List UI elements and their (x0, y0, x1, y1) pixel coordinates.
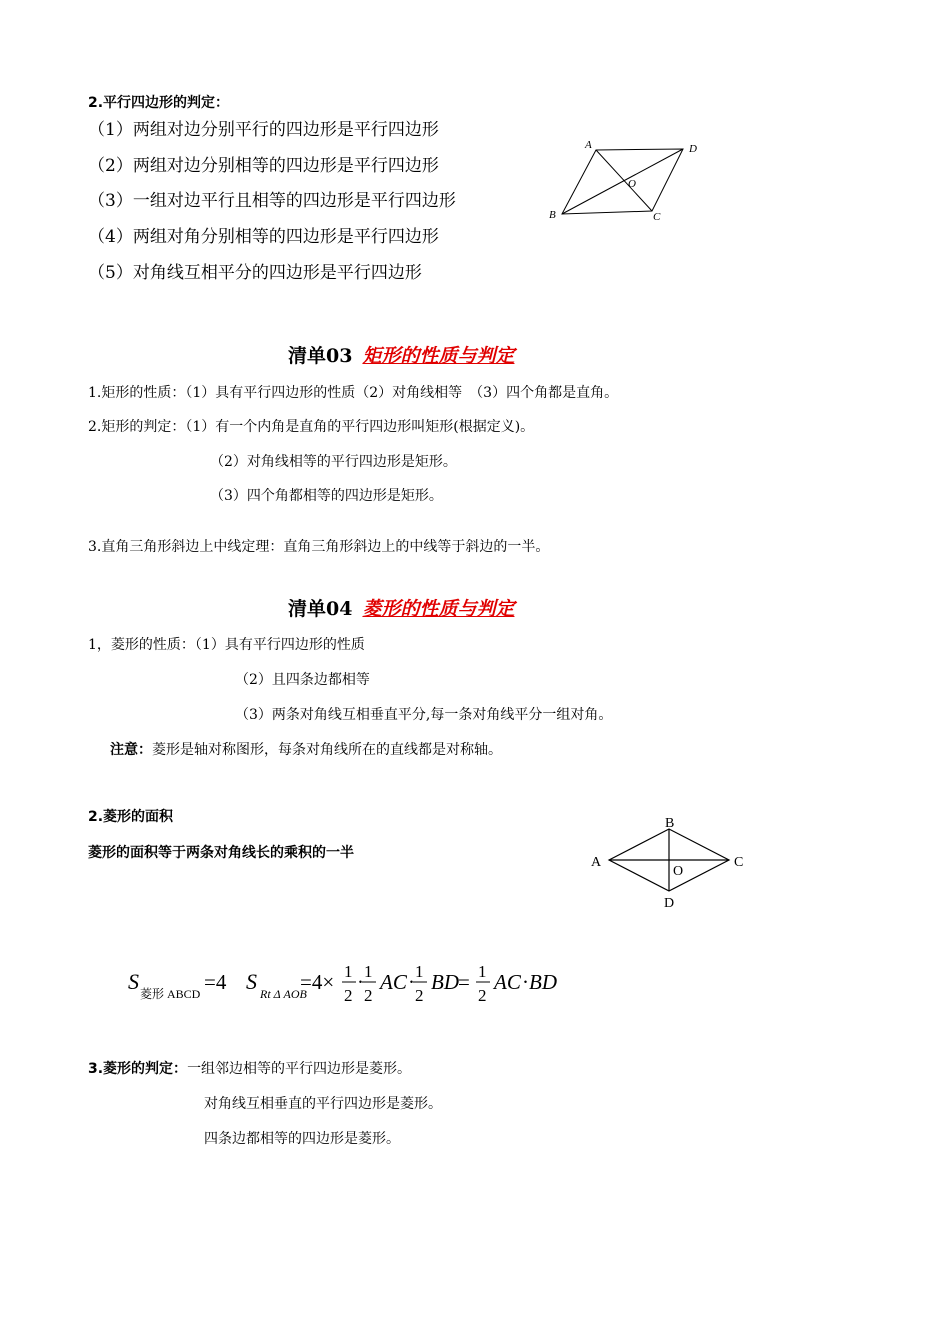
rectangle-heading-prefix: 清单03 (288, 345, 353, 367)
parallelogram-item-3: （3）一组对边平行且相等的四边形是平行四边形 (88, 191, 456, 211)
parallelogram-item-1: （1）两组对边分别平行的四边形是平行四边形 (88, 120, 439, 140)
rhombus-judge-2: 对角线互相垂直的平行四边形是菱形。 (204, 1096, 442, 1112)
rhombus-label-o: O (673, 864, 684, 879)
formula-s: S (128, 969, 139, 994)
formula-dot3: · (522, 970, 529, 994)
rhombus-label-c: C (734, 855, 744, 870)
formula-frac4-num: 1 (478, 962, 487, 981)
formula-bd1: BD (431, 970, 459, 994)
rectangle-judge-2: （2）对角线相等的平行四边形是矩形。 (210, 454, 457, 470)
rhombus-heading (288, 594, 514, 621)
rhombus-figure (585, 812, 755, 912)
formula-frac2-den: 2 (364, 986, 373, 1005)
formula-eq1: =4 (204, 970, 227, 994)
parallelogram-judge-title: 2.平行四边形的判定： (88, 95, 230, 111)
rectangle-heading (288, 341, 514, 368)
formula-s2: S (246, 969, 257, 994)
rectangle-property: 1.矩形的性质：（1）具有平行四边形的性质（2）对角线相等 （3）四个角都是直角。 (88, 385, 619, 401)
formula-frac2-num: 1 (364, 962, 373, 981)
rectangle-judge-1: 2.矩形的判定：（1）有一个内角是直角的平行四边形叫矩形(根据定义)。 (88, 419, 535, 435)
parallelogram-label-a: A (585, 139, 592, 151)
rhombus-judge-1-text: 一组邻边相等的平行四边形是菱形。 (187, 1061, 412, 1077)
formula-ac1: AC (380, 970, 407, 994)
rhombus-heading-prefix: 清单04 (288, 598, 353, 620)
parallelogram-label-o: O (628, 178, 636, 190)
formula-sub-triangle: Rt Δ AOB (260, 987, 307, 1001)
rhombus-label-d: D (664, 896, 675, 911)
rhombus-area-title: 2.菱形的面积 (88, 809, 174, 825)
rhombus-note (110, 739, 502, 759)
parallelogram-label-b: B (549, 209, 556, 221)
parallelogram-label-c: C (653, 211, 661, 223)
rectangle-judge-3: （3）四个角都相等的四边形是矩形。 (210, 488, 443, 504)
rhombus-area-description: 菱形的面积等于两条对角线长的乘积的一半 (88, 845, 354, 861)
formula-frac4-den: 2 (478, 986, 487, 1005)
parallelogram-figure (540, 132, 710, 227)
formula-frac3-den: 2 (415, 986, 424, 1005)
formula-dot1: · (357, 970, 364, 994)
rhombus-property-2: （2）且四条边都相等 (235, 672, 370, 688)
parallelogram-diagonal-bd (562, 149, 683, 214)
rhombus-heading-title: 菱形的性质与判定 (362, 598, 515, 620)
formula-bd2: BD (529, 970, 557, 994)
rhombus-note-label: 注意： (110, 742, 152, 758)
rhombus-property-3: （3）两条对角线互相垂直平分,每一条对角线平分一组对角。 (235, 707, 613, 723)
rhombus-area-formula (120, 955, 580, 1015)
parallelogram-item-2: （2）两组对边分别相等的四边形是平行四边形 (88, 156, 439, 176)
rhombus-judge-3: 四条边都相等的四边形是菱形。 (204, 1131, 400, 1147)
rhombus-note-text: 菱形是轴对称图形，每条对角线所在的直线都是对称轴。 (152, 742, 502, 758)
rectangle-heading-title: 矩形的性质与判定 (362, 345, 515, 367)
formula-eq2: =4× (300, 970, 335, 994)
formula-dot2: · (408, 970, 415, 994)
formula-frac3-num: 1 (415, 962, 424, 981)
formula-ac2: AC (494, 970, 521, 994)
formula-frac1-den: 2 (344, 986, 353, 1005)
parallelogram-item-4: （4）两组对角分别相等的四边形是平行四边形 (88, 227, 439, 247)
rhombus-label-a: A (591, 855, 602, 870)
rhombus-label-b: B (665, 816, 675, 831)
rhombus-judge-1 (88, 1058, 411, 1078)
rhombus-property-1: 1，菱形的性质：（1）具有平行四边形的性质 (88, 637, 365, 653)
right-triangle-median-theorem: 3.直角三角形斜边上中线定理：直角三角形斜边上的中线等于斜边的一半。 (88, 539, 550, 555)
formula-sub-rhombus: 菱形 ABCD (140, 987, 201, 1001)
rhombus-judge-label: 3.菱形的判定： (88, 1061, 188, 1077)
formula-frac1-num: 1 (344, 962, 353, 981)
parallelogram-item-5: （5）对角线互相平分的四边形是平行四边形 (88, 263, 422, 283)
parallelogram-label-d: D (689, 143, 697, 155)
formula-eq3: = (458, 970, 470, 994)
